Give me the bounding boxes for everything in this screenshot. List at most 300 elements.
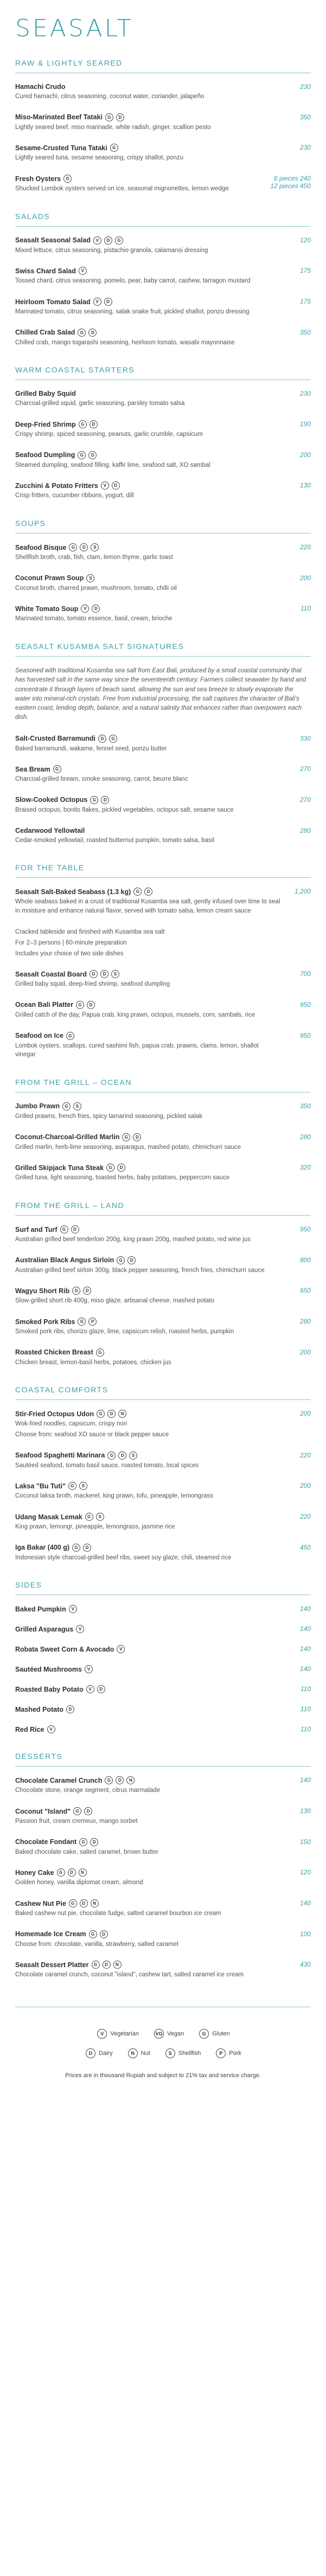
dish-name: Swiss Chard Salad [15, 267, 76, 275]
dish-name: Seasalt Coastal Board [15, 970, 87, 978]
dairy-icon: D [101, 796, 109, 804]
menu-item-description: Crisp fritters, cucumber ribbons, yogurt, dill [15, 492, 134, 499]
menu-item-description: Grilled marlin, herb-lime seasoning, asparagus, mashed potato, chimichurri sauce [15, 1144, 241, 1151]
menu-item-name [15, 1685, 280, 1693]
gluten-icon: G [78, 1318, 86, 1326]
dish-name: Grilled Asparagus [15, 1625, 74, 1633]
menu-item-price: 700 [299, 970, 311, 978]
menu-item [15, 1513, 311, 1532]
menu-item-description: Passion fruit, cream cremeux, mango sorbet [15, 1818, 138, 1825]
menu-item-info [15, 1348, 289, 1367]
legend-item [127, 2048, 150, 2058]
vegetarian-icon: V [93, 298, 101, 306]
menu-item-name [15, 1287, 280, 1295]
gluten-icon: G [199, 2029, 209, 2039]
pork-icon: P [216, 2048, 226, 2058]
menu-item-name [15, 83, 280, 91]
section-title: SIDES [15, 1581, 42, 1590]
menu-item [15, 175, 311, 194]
dish-name: Robata Sweet Corn & Avocado [15, 1645, 114, 1653]
menu-item-name [15, 1705, 280, 1713]
menu-item [15, 1930, 311, 1949]
dairy-icon: D [80, 1899, 88, 1907]
menu-item-info [15, 298, 289, 317]
section-title: FROM THE GRILL – OCEAN [15, 1077, 132, 1087]
legend-label: Nut [140, 2050, 150, 2057]
menu-item-description: Mixed lettuce, citrus seasoning, pistachio granola, calamansi dressing [15, 247, 208, 254]
menu-item-price: 120 [299, 236, 311, 244]
menu-item [15, 236, 311, 255]
dish-name: Seasalt Dessert Platter [15, 1961, 89, 1969]
menu-item-description: Lombok oysters, scallops, cured sashimi fish, papua crab, prawns, clams, lemon, shallot vinegar [15, 1042, 259, 1058]
nut-icon: N [126, 1776, 135, 1784]
dish-name: White Tomato Soup [15, 605, 79, 613]
menu-item-name [15, 1807, 280, 1815]
menu-item [15, 1225, 311, 1244]
dish-name: Coconut-Charcoal-Grilled Marlin [15, 1133, 120, 1141]
menu-item-price: 280 [299, 1133, 311, 1141]
menu-sections [15, 59, 311, 1980]
dish-name: Seafood on Ice [15, 1032, 63, 1040]
gluten-icon: G [133, 888, 142, 896]
menu-item-price: 110 [300, 1705, 311, 1713]
legend-item [85, 2048, 113, 2058]
menu-item-name [15, 298, 280, 306]
dish-name: Seasalt Salt-Baked Seabass (1.3 kg) [15, 888, 131, 896]
dairy-icon: D [88, 329, 97, 337]
menu-item [15, 1102, 311, 1121]
menu-item-price: 150 [299, 1838, 311, 1846]
menu-item-name [15, 1256, 280, 1264]
menu-item [15, 1961, 311, 1980]
vegetarian-icon: V [93, 236, 101, 245]
dish-name: Cashew Nut Pie [15, 1899, 66, 1907]
menu-item [15, 1544, 311, 1563]
dish-name: Laksa "Bu Tuti" [15, 1482, 66, 1490]
dish-name: Hamachi Crudo [15, 83, 66, 91]
dairy-icon: D [116, 1776, 124, 1784]
menu-item-description: Golden honey, vanilla diplomat cream, almond [15, 1879, 143, 1886]
menu-item-price: 110 [300, 1725, 311, 1733]
dish-name: Sautéed Mushrooms [15, 1665, 82, 1673]
dish-name: Australian Black Angus Sirloin [15, 1256, 114, 1264]
menu-item-description: Cedar-smoked yellowtail, roasted butternut pumpkin, tomato salsa, basil [15, 837, 214, 844]
menu-item-price: 350 [299, 1102, 311, 1110]
dish-name: Chilled Crab Salad [15, 329, 75, 337]
menu-item-price: 110 [300, 605, 311, 613]
menu-item-price: 230 [299, 390, 311, 398]
gluten-icon: G [60, 1225, 68, 1234]
menu-item [15, 796, 311, 815]
menu-item-name [15, 1318, 280, 1326]
menu-item [15, 1410, 311, 1439]
menu-item-name [15, 144, 280, 152]
menu-item-price: 800 [299, 1256, 311, 1264]
menu-item-description: Marinated tomato, tomato essence, basil, cream, brioche [15, 615, 172, 622]
menu-item [15, 481, 311, 500]
menu-item-price: 140 [299, 1605, 311, 1613]
gluten-icon: G [69, 1899, 77, 1907]
menu-item-price: 230 [299, 144, 311, 152]
menu-item-price: 450 [299, 1543, 311, 1551]
menu-item-price: 200 [299, 1348, 311, 1356]
gluten-icon: G [117, 1256, 125, 1264]
menu-item-name [15, 1133, 280, 1141]
menu-item-price: 280 [299, 1318, 311, 1326]
vegetarian-icon: V [79, 267, 87, 275]
menu-item-price: 140 [299, 1625, 311, 1633]
menu-section [15, 1385, 311, 1562]
dish-name: Surf and Turf [15, 1225, 57, 1234]
menu-item-info [15, 1705, 289, 1713]
menu-item-price: 120 [299, 1868, 311, 1877]
dairy-icon: D [116, 113, 124, 121]
menu-item-price: 140 [299, 1899, 311, 1907]
menu-item [15, 1685, 311, 1693]
section-divider [15, 226, 311, 227]
dish-name: Sea Bream [15, 765, 50, 773]
menu-item [15, 1665, 311, 1673]
menu-item-price: 950 [299, 1225, 311, 1233]
gluten-icon: G [105, 1776, 113, 1784]
menu-item-description: Australian grilled beef sirloin 300g, black pepper seasoning, french fries, chimichurri sauce [15, 1267, 265, 1274]
menu-item-name [15, 1032, 280, 1040]
legend-label: Vegetarian [110, 2031, 139, 2038]
shellfish-icon: S [96, 1513, 104, 1521]
menu-section [15, 642, 311, 845]
dish-name: Roasted Baby Potato [15, 1685, 84, 1693]
gluten-icon: G [92, 1961, 100, 1969]
dairy-icon: D [80, 543, 88, 551]
menu-item-description: Grilled prawns, french fries, spicy tamarind seasoning, pickled salak [15, 1113, 203, 1120]
menu-item-description: Smoked pork ribs, chorizo glaze, lime, capsicum relish, roasted herbs, pumpkin [15, 1328, 234, 1335]
gluten-icon: G [105, 113, 113, 121]
dish-name: Deep-Fried Shrimp [15, 420, 76, 428]
gluten-icon: G [106, 1164, 114, 1172]
dairy-icon: D [144, 888, 152, 896]
menu-item-description: Braised octopus, bonito flakes, pickled vegetables, octopus salt, sesame sauce [15, 806, 234, 813]
gluten-icon: G [97, 1410, 105, 1418]
menu-item-description: Sautéed seafood, tomato basil sauce, roasted tomato, local spices [15, 1462, 199, 1469]
price-note: Prices are in thousand Rupiah and subject to 21% tax and service charge. [65, 2072, 261, 2079]
menu-item [15, 1776, 311, 1795]
menu-item-price: 200 [299, 451, 311, 459]
menu-item-info [15, 605, 289, 624]
menu-item-name [15, 1838, 280, 1846]
dairy-icon: D [88, 451, 97, 459]
dairy-icon: D [68, 1868, 76, 1877]
menu-item-description: Baked barramundi, wakame, fennel seed, ponzu butter [15, 745, 167, 752]
menu-item-info [15, 1725, 289, 1733]
gluten-icon: G [57, 1868, 65, 1877]
menu-item [15, 1001, 311, 1020]
dish-name: Coconut "Island" [15, 1807, 71, 1815]
menu-item [15, 543, 311, 562]
menu-item [15, 1725, 311, 1733]
shellfish-icon: S [91, 543, 99, 551]
menu-item [15, 1348, 311, 1367]
dairy-icon: D [71, 1225, 79, 1234]
menu-item [15, 1482, 311, 1501]
section-title: SOUPS [15, 519, 46, 528]
dish-name: Roasted Chicken Breast [15, 1348, 93, 1357]
gluten-icon: G [79, 1838, 87, 1846]
dish-name: Chocolate Caramel Crunch [15, 1776, 103, 1784]
menu-item-name [15, 329, 280, 337]
gluten-icon: G [85, 1513, 93, 1521]
dairy-icon: D [100, 970, 108, 978]
menu-item-name [15, 1665, 280, 1673]
menu-item [15, 113, 311, 132]
menu-item [15, 298, 311, 317]
menu-item-price: 140 [299, 1645, 311, 1653]
dish-name: Chocolate Fondant [15, 1838, 77, 1846]
menu-item-info [15, 1544, 289, 1563]
menu-item-name [15, 420, 280, 428]
menu-item-price: 175 [299, 267, 311, 275]
menu-item-description: For 2–3 persons | 60-minute preparation [15, 939, 127, 946]
menu-section [15, 1752, 311, 1980]
menu-item-description: Cured hamachi, citrus seasoning, coconut water, coriander, jalapeño [15, 93, 204, 100]
menu-item-price: 220 [299, 1513, 311, 1521]
gluten-icon: G [76, 1001, 84, 1009]
menu-item [15, 1318, 311, 1337]
dish-name: Honey Cake [15, 1868, 54, 1877]
dish-name: Red Rice [15, 1725, 44, 1733]
menu-item [15, 390, 311, 408]
menu-item-description: Lightly seared tuna, sesame seasoning, crispy shallot, ponzu [15, 155, 184, 162]
dish-name: Seasalt Seasonal Salad [15, 236, 91, 245]
vegetarian-icon: V [86, 1685, 94, 1693]
dairy-icon: D [104, 298, 112, 306]
dish-name: Grilled Baby Squid [15, 390, 76, 398]
menu-item-price: 350 [299, 113, 311, 121]
menu-item-description: Tossed chard, citrus seasoning, pomelo, pear, baby carrot, cashew, tarragon mustard [15, 278, 251, 285]
dish-name: Fresh Oysters [15, 175, 61, 183]
menu-item-price: 220 [299, 1451, 311, 1459]
menu-item-description: Baked cashew nut pie, chocolate fudge, salted caramel bourbon ice cream [15, 1910, 221, 1917]
menu-item-description: Grilled catch of the day, Papua crab, king prawn, octopus, mussels, corn, sambals, rice [15, 1011, 255, 1018]
legend-item [198, 2029, 229, 2039]
menu-item [15, 1256, 311, 1275]
gluten-icon: G [78, 329, 86, 337]
menu-item [15, 888, 311, 958]
menu-item-price: 100 [299, 1930, 311, 1938]
menu-item-name [15, 481, 280, 490]
section-divider [15, 1092, 311, 1093]
menu-item-name [15, 1776, 280, 1784]
shellfish-icon: S [111, 970, 119, 978]
dish-name: Ocean Bali Platter [15, 1001, 73, 1009]
menu-item-info [15, 1625, 289, 1633]
menu-item [15, 735, 311, 754]
dish-name: Baked Pumpkin [15, 1605, 66, 1613]
menu-item-name [15, 236, 280, 245]
menu-item-info [15, 796, 289, 815]
gluten-icon: G [107, 1451, 116, 1460]
menu-item-price: 950 [299, 1000, 311, 1008]
vegetarian-icon: V [81, 605, 89, 613]
gluten-icon: G [69, 543, 77, 551]
menu-item [15, 605, 311, 624]
menu-item-name [15, 1899, 280, 1907]
menu-item-name [15, 1605, 280, 1613]
menu-item-description: Wok-fried noodles, capsicum, crispy nori [15, 1421, 127, 1428]
menu-item-info [15, 543, 289, 562]
menu-item-name [15, 267, 280, 275]
menu-item-name [15, 451, 280, 459]
menu-item-info [15, 1001, 289, 1020]
menu-item-info [15, 1665, 289, 1673]
menu-item-description [15, 917, 280, 927]
menu-item-info [15, 1961, 289, 1980]
menu-item-description: Choose from: seafood XO sauce or black pepper sauce [15, 1431, 169, 1438]
menu-item [15, 1451, 311, 1470]
menu-item-description: Lightly seared beef, miso marinade, white radish, ginger, scallion pesto [15, 124, 211, 131]
menu-item-info [15, 1868, 289, 1887]
dish-name: Iga Bakar (400 g) [15, 1544, 70, 1552]
gluten-icon: G [79, 420, 87, 428]
section-divider [15, 533, 311, 534]
menu-item-name [15, 970, 280, 978]
menu-item-description: Baked chocolate cake, salted caramel, brown butter [15, 1848, 159, 1855]
menu-item-info [15, 1256, 289, 1275]
gluten-icon: G [90, 970, 98, 978]
gluten-icon: G [78, 451, 86, 459]
gluten-icon: G [110, 144, 118, 152]
dairy-icon: D [104, 236, 112, 245]
menu-item-info [15, 1102, 289, 1121]
menu-item-info [15, 1032, 289, 1059]
menu-item [15, 267, 311, 286]
dish-name: Miso-Marinated Beef Tataki [15, 113, 103, 121]
menu-item-description: Grilled baby squid, deep-fried shrimp, seafood dumpling [15, 981, 170, 988]
menu-item-name [15, 1348, 280, 1357]
menu-item-description: Grilled tuna, light seasoning, toasted herbs, baby potatoes, peppercorn sauce [15, 1174, 230, 1181]
legend-row [15, 2029, 311, 2039]
menu-item-name [15, 605, 280, 613]
vegetarian-icon: V [69, 1605, 77, 1613]
menu-item-description: Includes your choice of two side dishes [15, 950, 124, 957]
menu-item-info [15, 1451, 289, 1470]
section-title: WARM COASTAL STARTERS [15, 365, 135, 375]
dairy-icon: D [97, 1685, 105, 1693]
menu-item-name [15, 1482, 280, 1490]
dairy-icon: D [66, 1705, 74, 1713]
menu-item-name [15, 1961, 280, 1969]
dish-name: Cedarwood Yellowtail [15, 826, 85, 834]
menu-item [15, 1164, 311, 1183]
menu-item-name [15, 827, 280, 834]
legend-label: Shellfish [178, 2050, 201, 2057]
menu-item-price: 130 [299, 1807, 311, 1815]
vegetarian-icon: V [101, 481, 109, 490]
menu-item [15, 329, 311, 348]
menu-item-price: 140 [299, 1776, 311, 1784]
gluten-icon: G [73, 1807, 81, 1815]
menu-item-info [15, 970, 289, 989]
menu-item-name [15, 574, 280, 582]
dairy-icon: D [133, 1133, 141, 1141]
menu-item-name [15, 1001, 280, 1009]
menu-item [15, 1807, 311, 1826]
menu-item [15, 970, 311, 989]
dish-name: Heirloom Tomato Salad [15, 298, 91, 306]
menu-item-info [15, 236, 289, 255]
gluten-icon: G [109, 735, 117, 743]
menu-item-info [15, 735, 289, 754]
gluten-icon: G [72, 1287, 80, 1295]
menu-item-price: 330 [299, 734, 311, 742]
menu-item-description: Chilled crab, mango togarashi seasoning, heirloom tomato, wasabi mayonnaise [15, 339, 235, 346]
dairy-icon: D [98, 735, 106, 743]
legend-label: Gluten [212, 2031, 230, 2038]
menu-item-name [15, 1725, 280, 1733]
menu-section [15, 1078, 311, 1183]
menu-item-description: Marinated tomato, citrus seasoning, salak snake fruit, pickled shallot, ponzu dressing [15, 309, 250, 316]
menu-item-description: Shellfish broth, crab, fish, clam, lemon thyme, garlic toast [15, 554, 173, 561]
dairy-icon: D [112, 481, 120, 490]
section-divider [15, 1215, 311, 1216]
menu-item-name [15, 796, 280, 804]
gluten-icon: G [115, 236, 123, 245]
menu-item [15, 1899, 311, 1918]
menu-section [15, 365, 311, 500]
menu-item-name [15, 113, 280, 121]
dairy-icon: D [83, 1544, 91, 1552]
nut-icon: N [128, 2048, 138, 2058]
menu-item-name [15, 1868, 280, 1877]
vegetarian-icon: V [47, 1725, 55, 1733]
dairy-icon: D [90, 420, 98, 428]
menu-item-info [15, 267, 289, 286]
menu-item [15, 1287, 311, 1306]
menu-item-description: Choose from: chocolate, vanilla, strawberry, salted caramel [15, 1941, 178, 1948]
legend-label: Dairy [99, 2050, 113, 2057]
gluten-icon: G [62, 1102, 71, 1110]
menu-section [15, 212, 311, 348]
menu-section [15, 1581, 311, 1733]
brand-logo: SEASALT [15, 15, 134, 42]
section-divider [15, 877, 311, 878]
menu-item-info [15, 1776, 289, 1795]
menu-item-description: Coconut laksa broth, mackerel, king prawn, tofu, pineapple, lemongrass [15, 1493, 214, 1500]
menu-item [15, 1705, 311, 1713]
section-title: RAW & LIGHTLY SEARED [15, 59, 123, 67]
dairy-icon: D [127, 1256, 136, 1264]
menu-item-description: Shucked Lombok oysters served on ice, seasonal mignonettes, lemon wedge [15, 185, 229, 192]
dish-name: Salt-Crusted Barramundi [15, 735, 95, 743]
menu-item-name [15, 1625, 280, 1633]
menu-item-name [15, 390, 280, 397]
menu-item-name [15, 543, 280, 551]
gluten-icon: G [63, 175, 72, 183]
menu-item [15, 144, 311, 163]
gluten-icon: G [89, 1930, 97, 1938]
menu-item-description: Whole seabass baked in a crust of traditional Kusamba sea salt, gently infused over time to seal in moisture and enhance natural flavor, served with tomato salsa, lemon cream sauce [15, 898, 280, 914]
gluten-icon: G [66, 1032, 74, 1040]
dairy-icon: D [90, 1838, 98, 1846]
menu-item [15, 1605, 311, 1613]
section-divider [15, 1399, 311, 1400]
legend-label: Vegan [167, 2031, 184, 2038]
menu-item-price: 130 [299, 481, 311, 490]
menu-item-price: 650 [299, 1287, 311, 1295]
menu-item [15, 1645, 311, 1653]
menu-item [15, 765, 311, 784]
menu-item-price: 270 [299, 765, 311, 773]
menu-item-info [15, 1513, 289, 1532]
